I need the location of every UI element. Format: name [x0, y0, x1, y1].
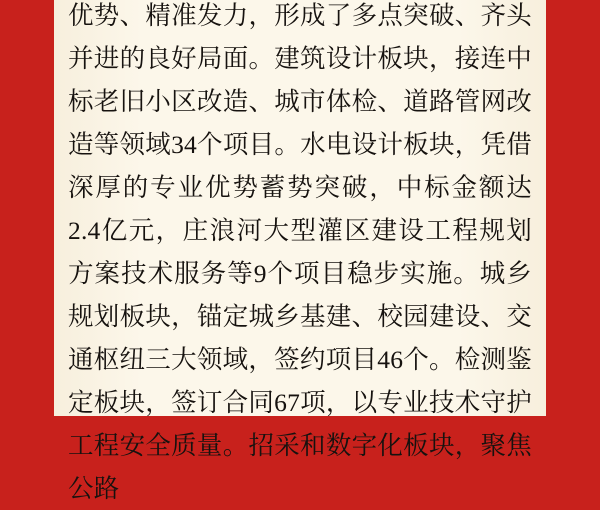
- right-red-margin: [546, 0, 600, 416]
- article-paragraph: 优势、精准发力，形成了多点突破、齐头并进的良好局面。建筑设计板块，接连中标老旧小区改造、城市体检、道路管网改造等领域34个项目。水电设计板块，凭借深厚的专业优势蓄势突破，中标金额达2.4亿元，庄浪河大型灌区建设工程规划方案技术服务等9个项目稳步实施。城乡规划板块，锚定城乡基建、校园建设、交通枢纽三大领域，签约项目46个。检测鉴定板块，签订合同67项，以专业技术守护工程安全质量。招采和数字化板块，聚焦公路: [68, 1, 532, 503]
- left-red-margin: [0, 0, 54, 416]
- paper-panel: [54, 0, 546, 503]
- article-body: [68, 0, 532, 510]
